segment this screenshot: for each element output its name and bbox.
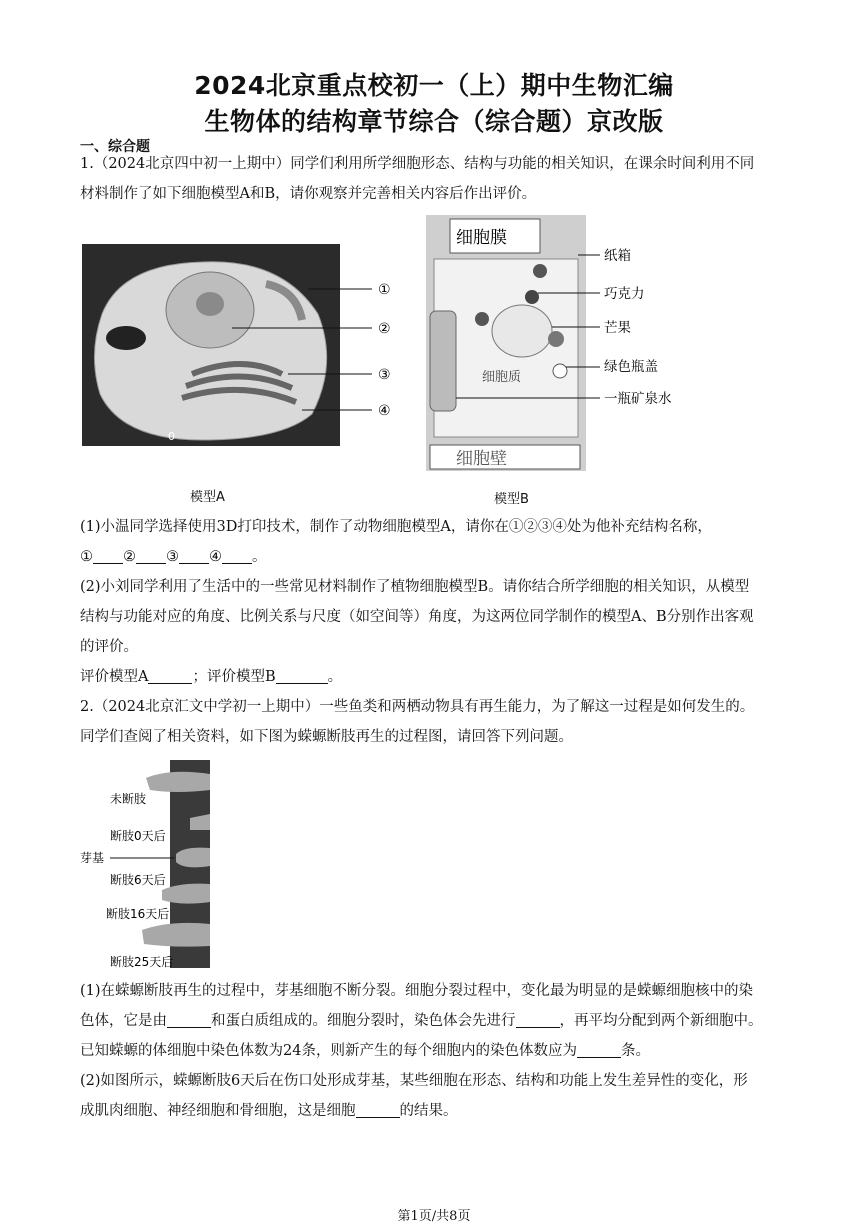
mitochondrion-shape	[106, 326, 146, 350]
marker-2: ②	[378, 321, 391, 337]
marker-1: ①	[378, 282, 391, 298]
eval-b-label: 评价模型B	[206, 669, 276, 685]
label-chocolate: 巧克力	[604, 286, 645, 302]
q2-blank-1[interactable]	[167, 1011, 211, 1028]
stage-label-4: 断肢25天后	[110, 955, 174, 969]
label-box: 纸箱	[604, 248, 631, 264]
stage-label-3: 断肢16天后	[106, 907, 170, 921]
wall-sign-text: 细胞壁	[456, 449, 507, 469]
q1-evaluation-line	[80, 663, 342, 692]
q2-sub1-line-2	[80, 1007, 763, 1036]
limb-day25	[142, 923, 210, 947]
q2-sub1-text-c: ，再平均分配到两个新细胞中。	[559, 1013, 763, 1029]
q2-sub2-line-1: (2)如图所示，蝾螈断肢6天后在伤口处形成芽基，某些细胞在形态、结构和功能上发生差异性的变化，形	[80, 1073, 748, 1089]
bud-label: 芽基	[80, 851, 105, 865]
q2-sub1-text-a: 色体，它是由	[80, 1013, 167, 1029]
blank-label-3: ③	[166, 549, 179, 565]
model-a-figure	[82, 244, 400, 446]
q2-sub1-text-e: 条。	[620, 1043, 650, 1059]
eval-b-blank[interactable]	[276, 667, 328, 684]
water-bottle-shape	[430, 311, 456, 411]
blank-label-2: ②	[123, 549, 136, 565]
q2-intro-line-1: 2.（2024北京汇文中学初一上期中）一些鱼类和两栖动物具有再生能力，为了解这一过程是如何发生的。	[80, 699, 755, 715]
stage-label-1: 断肢0天后	[110, 829, 166, 843]
document-title-line-2: 生物体的结构章节综合（综合题）京改版	[204, 107, 664, 136]
answer-blank-1[interactable]	[93, 547, 123, 564]
q2-blank-4[interactable]	[356, 1101, 400, 1118]
limb-day16	[162, 884, 210, 904]
cytoplasm-text: 细胞质	[482, 370, 522, 385]
eval-sep: ；	[192, 669, 207, 685]
q1-sub1-blanks	[80, 543, 267, 572]
eval-end: 。	[327, 669, 343, 685]
q2-sub1-line-3	[80, 1037, 650, 1066]
q2-blank-3[interactable]	[577, 1041, 621, 1058]
eval-a-blank[interactable]	[148, 667, 192, 684]
q1-intro-line-2: 材料制作了如下细胞模型A和B，请你观察并完善相关内容后作出评价。	[80, 186, 537, 202]
blank-label-1: ①	[80, 549, 93, 565]
q1-sub1-text: (1)小温同学选择使用3D打印技术，制作了动物细胞模型A，请你在①②③④处为他补充结构名称，	[80, 519, 712, 535]
answer-blank-4[interactable]	[222, 547, 252, 564]
sub1-end: 。	[252, 549, 267, 565]
q2-intro-line-2: 同学们查阅了相关资料，如下图为蝾螈断肢再生的过程图，请回答下列问题。	[80, 729, 573, 745]
label-water-bottle: 一瓶矿泉水	[604, 391, 672, 407]
q1-sub2-line-2: 结构与功能对应的角度、比例关系与尺度（如空间等）角度，为这两位同学制作的模型A、B分别作出客观	[80, 609, 754, 625]
label-mango: 芒果	[604, 320, 631, 336]
page-number: 第1页/共8页	[397, 1209, 471, 1224]
limb-intact	[146, 772, 210, 792]
answer-blank-2[interactable]	[136, 547, 166, 564]
q2-sub1-text-d: 已知蝾螈的体细胞中染色体数为24条，则新产生的每个细胞内的染色体数应为	[80, 1043, 577, 1059]
regeneration-figure	[80, 760, 220, 972]
model-b-figure	[426, 215, 690, 471]
stage-label-2: 断肢6天后	[110, 873, 166, 887]
chocolate-4	[548, 331, 564, 347]
document-title-line-1: 2024北京重点校初一（上）期中生物汇编	[194, 71, 674, 100]
chocolate-2	[525, 290, 539, 304]
model-a-caption: 模型A	[190, 490, 225, 505]
section-heading: 一、综合题	[80, 139, 150, 155]
q1-sub2-line-3: 的评价。	[80, 639, 138, 655]
chocolate-3	[475, 312, 489, 326]
q2-sub2-line-2	[80, 1097, 458, 1126]
q2-sub1-line-1: (1)在蝾螈断肢再生的过程中，芽基细胞不断分裂。细胞分裂过程中，变化最为明显的是蝾螈细胞核中的染	[80, 983, 754, 999]
marker-3: ③	[378, 367, 391, 383]
model-b-caption: 模型B	[494, 492, 529, 507]
q1-intro-line-1: 1.（2024北京四中初一上期中）同学们利用所学细胞形态、结构与功能的相关知识，在课余时间利用不同	[80, 156, 755, 172]
green-cap-shape	[553, 364, 567, 378]
answer-blank-3[interactable]	[179, 547, 209, 564]
stage-label-0: 未断肢	[110, 792, 147, 806]
q1-sub2-line-1: (2)小刘同学利用了生活中的一些常见材料制作了植物细胞模型B。请你结合所学细胞的相关知识，从模型	[80, 579, 750, 595]
marker-4: ④	[378, 403, 391, 419]
mango-shape	[492, 305, 552, 357]
model-a-corner-label: 0	[168, 430, 175, 443]
blank-label-4: ④	[209, 549, 222, 565]
membrane-sign-text: 细胞膜	[456, 228, 507, 248]
label-green-cap: 绿色瓶盖	[604, 359, 658, 375]
q2-sub2-text-b: 的结果。	[399, 1103, 458, 1119]
q2-sub1-text-b: 和蛋白质组成的。细胞分裂时，染色体会先进行	[211, 1013, 516, 1029]
eval-a-label: 评价模型A	[80, 669, 149, 685]
chocolate-1	[533, 264, 547, 278]
nucleolus-shape	[196, 292, 224, 316]
q2-blank-2[interactable]	[516, 1011, 560, 1028]
q2-sub2-text-a: 成肌肉细胞、神经细胞和骨细胞，这是细胞	[80, 1103, 356, 1119]
